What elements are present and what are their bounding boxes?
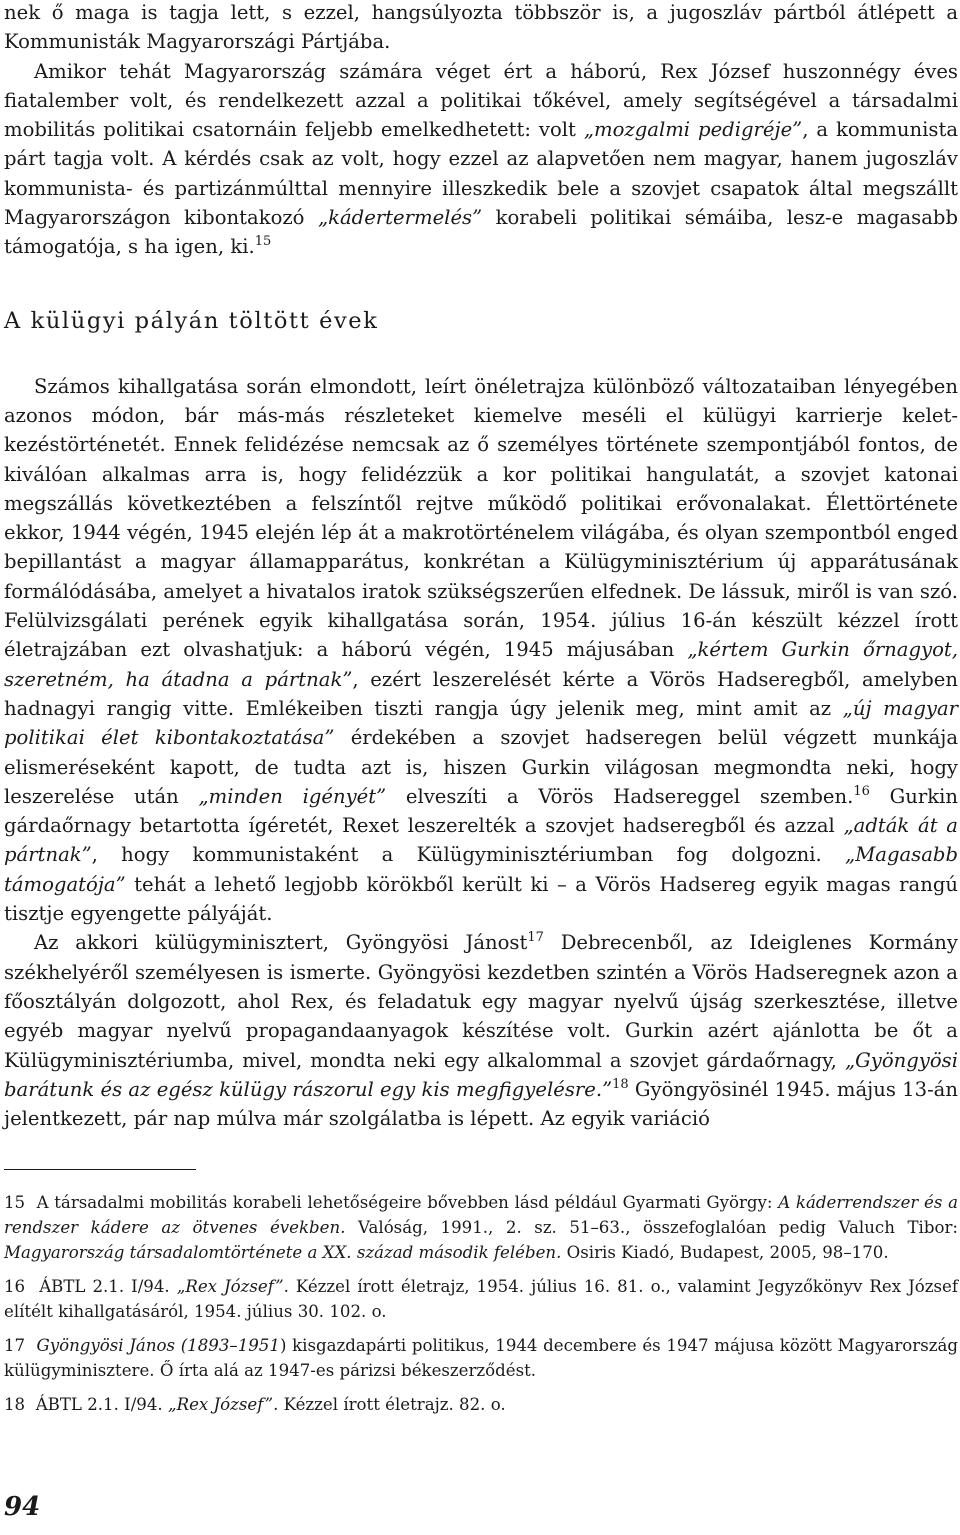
- text-run: érdekében a szovjet hadseregen belül végzett munkája elismeréseként kapott, de tudta azt is, hiszen Gurkin világosan megmondta neki, hogy leszerelése után: [4, 726, 959, 808]
- text-run: elveszíti a Vörös Hadsereggel szemben.: [386, 784, 854, 808]
- text-run: nek ő maga is tagja lett, s ezzel, hangsúlyozta többször is, a jugoszláv pártból átlépett a Kommunisták Magyarországi Pártjába.: [4, 1, 958, 54]
- italic-quote: „Gyöngyösi barátunk és az egész külügy rászorul egy kis megfigyelésre.”: [4, 1048, 958, 1101]
- italic-title: Gyöngyösi János (1893–1951: [36, 1336, 280, 1356]
- italic-quote: „Magasabb támogatója”: [4, 843, 958, 896]
- italic-title: „Rex József”: [167, 1395, 274, 1415]
- footnote-16: [4, 1274, 958, 1324]
- body-paragraph-3: [4, 928, 958, 1133]
- text-run: Debrecenből, az Ideiglenes Kormány székhelyéről személyesen is ismerte. Gyöngyösi kezdetben szintén a Vörös Hadseregnek azon a főosztályán dolgozott, ahol Rex, és feladatuk egy magyar nyelvű újság szerkesztése, illetve egyéb magyar nyelvű propagandaanyagok készítése volt. Gurkin azért ajánlotta be őt a Külügyminisztériumba, mivel, mondta neki egy alkalommal a szovjet gárdaőrnagy,: [4, 931, 958, 1072]
- footnote-18: [4, 1392, 958, 1417]
- footnote-number: 15: [4, 1193, 26, 1213]
- body-paragraph-continued: [4, 0, 958, 57]
- text-run: ÁBTL 2.1. I/94.: [39, 1277, 177, 1297]
- text-run: ÁBTL 2.1. I/94.: [35, 1395, 168, 1415]
- footnote-ref-15[interactable]: 15: [254, 234, 272, 250]
- page-number: 94: [4, 1492, 41, 1522]
- footnote-divider: [4, 1169, 196, 1170]
- text-run: , ezért leszerelését kérte a Vörös Hadseregből, amelyben hadnagyi rangig vitte. Emlékeiben tiszti rangja úgy jelenik meg, mint amit az: [4, 667, 958, 720]
- italic-quote: „minden igényét”: [198, 784, 387, 808]
- italic-quote: „mozgalmi pedigréje”: [583, 118, 803, 142]
- section-heading: A külügyi pályán töltött évek: [4, 307, 379, 334]
- document-page: [4, 0, 959, 1522]
- body-paragraph-1: [4, 57, 958, 262]
- footnote-number: 17: [4, 1336, 26, 1356]
- italic-quote: „új magyar politikai élet kibontakoztatása”: [4, 696, 958, 750]
- footnote-ref-17[interactable]: 17: [527, 930, 544, 946]
- footnote-number: 16: [4, 1277, 26, 1297]
- footnote-ref-18[interactable]: 18: [612, 1076, 629, 1092]
- body-paragraph-2: [4, 372, 958, 929]
- text-run: Osiris Kiadó, Budapest, 2005, 98–170.: [561, 1243, 889, 1263]
- footnote-15: [4, 1190, 958, 1265]
- text-run: Gyöngyösinél 1945. május 13-án jelentkezett, pár nap múlva már szolgálatba is lépett. Az egyik variáció: [4, 1077, 958, 1131]
- text-run: Gurkin gárdaőrnagy betartotta ígéretét, Rexet leszerelték a szovjet hadseregből és azzal: [4, 784, 959, 838]
- text-run: . Kézzel írott életrajz. 82. o.: [273, 1395, 506, 1415]
- text-run: Az akkori külügyminisztert, Gyöngyösi Jánost: [34, 931, 528, 955]
- text-run: . Kézzel írott életrajz, 1954. július 16. 81. o., valamint Jegyzőkönyv Rex József elítélt kihallgatásáról, 1954. július 30. 102. o.: [4, 1277, 958, 1322]
- text-run: ) kisgazdapárti politikus, 1944 decembere és 1947 májusa között Magyarország külügyminisztere. Ő írta alá az 1947-es párizsi békeszerződést.: [4, 1336, 958, 1381]
- text-run: tehát a lehető legjobb körökből került ki – a Vörös Hadsereg egyik magas rangú tisztje egyengette pályáját.: [4, 872, 958, 926]
- italic-quote: „adták át a pártnak”: [4, 814, 958, 867]
- footnote-number: 18: [4, 1395, 26, 1415]
- text-run: , a kommunista párt tagja volt. A kérdés csak az volt, hogy ezzel az alapvetően nem magyar, hanem jugoszláv kommunista- és partizánmúlttal mennyire illeszkedik bele a szovjet csapatok által megszállt Magyarországon kibontakozó: [4, 118, 959, 230]
- italic-quote: „kádertermelés”: [317, 206, 483, 230]
- text-run: korabeli politikai sémáiba, lesz-e magasabb támogatója, s ha igen, ki.: [4, 206, 959, 259]
- text-run: Számos kihallgatása során elmondott, leírt önéletrajza különböző változataiban lényegében azonos módon, bár más-más részleteket kiemelve meséli el külügyi karrierje keletkezéstörténetét. Ennek felidézése nemcsak az ő személyes története szempontjából fontos, de kiválóan alkalmas arra is, hogy felidézzük a kor politikai hangulatát, a szovjet katonai megszállás következtében a felszíntől rejtve működő politikai erővonalakat. Élettörténete ekkor, 1944 végén, 1945 elején lép át a makrotörténelem világába, és olyan szempontból enged bepillantást a magyar államapparátus, konkrétan a Külügyminisztérium új apparátusának formálódásába, amelyet a hivatalos iratok szükségszerűen elfednek. De lássuk, miről is van szó. Felülvizsgálati perének egyik kihallgatása során, 1954. július 16-án készült kézzel írott életrajzában ezt olvashatjuk: a háború végén, 1945 májusában: [4, 374, 958, 662]
- text-run: Valóság, 1991., 2. sz. 51–63., összefoglalóan pedig Valuch Tibor:: [345, 1218, 958, 1238]
- italic-title: „Rex József”: [176, 1277, 284, 1297]
- footnote-17: [4, 1333, 958, 1383]
- text-run: A társadalmi mobilitás korabeli lehetőségeire bővebben lásd például Gyarmati György:: [36, 1193, 779, 1213]
- italic-title: A káderrendszer és a rendszer kádere az ötvenes években.: [4, 1193, 958, 1238]
- text-run: , hogy kommunistaként a Külügyminisztériumban fog dolgozni.: [91, 843, 846, 867]
- footnote-ref-16[interactable]: 16: [853, 783, 870, 799]
- italic-quote: „kértem Gurkin őrnagyot, szeretném, ha átadna a pártnak”: [4, 638, 958, 691]
- italic-title: Magyarország társadalomtörténete a XX. század második felében.: [4, 1243, 562, 1263]
- text-run: Amikor tehát Magyarország számára véget ért a háború, Rex József huszonnégy éves fiatalember volt, és rendelkezett azzal a politikai tőkével, amely segítségével a társadalmi mobilitás politikai csatornáin feljebb emelkedhetett: volt: [4, 59, 958, 142]
